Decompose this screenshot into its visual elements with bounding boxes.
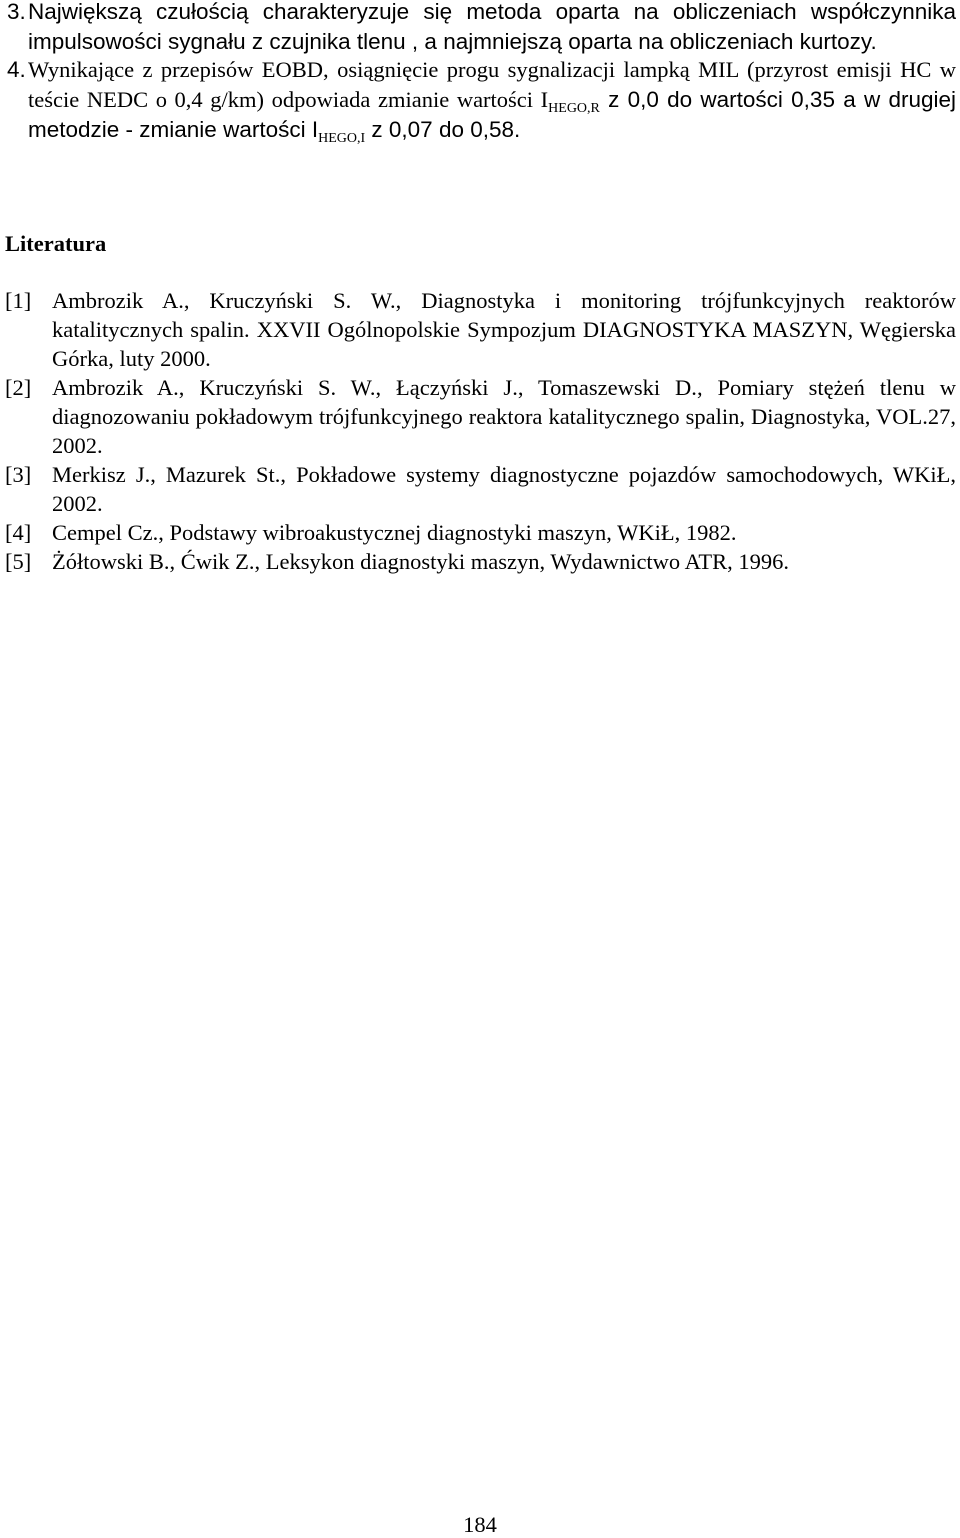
reference-authors: Żółtowski B., Ćwik Z.: [52, 549, 255, 574]
reference-details: , Leksykon diagnostyki maszyn, Wydawnictwo ATR, 1996.: [254, 549, 789, 574]
subscript-hego-i: HEGO,I: [318, 131, 366, 146]
reference-number: [2]: [5, 375, 32, 400]
item-number: 3.: [7, 0, 26, 24]
reference-number: [1]: [5, 288, 32, 313]
reference-1: [0, 286, 956, 373]
item-text: [28, 55, 956, 145]
reference-4: [0, 518, 956, 547]
reference-number: [3]: [5, 462, 32, 487]
reference-3: [0, 460, 956, 518]
item-text: Największą czułością charakteryzuje się metoda oparta na obliczeniach współczynnika impulsowości sygnału z czujnika tlenu , a najmniejszą oparta na obliczeniach kurtozy.: [28, 0, 956, 54]
subscript-hego-r: HEGO,R: [548, 101, 600, 116]
literature-heading: Literatura: [5, 231, 107, 256]
reference-authors: Cempel Cz.: [52, 520, 159, 545]
item-number: 4.: [7, 57, 26, 82]
item-text-part-b: z 0,0 do wartości 0,35 a w drugiej metodzie - zmianie wartości I: [28, 87, 956, 142]
item-text-part-c: z 0,07 do 0,58.: [365, 117, 521, 142]
reference-2: [0, 373, 956, 460]
reference-details: , Pokładowe systemy diagnostyczne pojazdów samochodowych, WKiŁ, 2002.: [52, 462, 956, 516]
reference-authors: Ambrozik A., Kruczyński S. W.: [52, 288, 396, 313]
conclusion-item-4: [0, 55, 956, 145]
reference-details: , Diagnostyka i monitoring trójfunkcyjnych reaktorów katalitycznych spalin. XXVII Ogólnopolskie Sympozjum DIAGNOSTYKA MASZYN, Węgierska Górka, luty 2000.: [52, 288, 956, 371]
item-text-part-a: Wynikające z przepisów EOBD, osiągnięcie progu sygnalizacji lampką MIL (przyrost emisji HC w teście NEDC o 0,4 g/km) odpowiada zmianie wartości I: [28, 57, 956, 112]
reference-5: [0, 547, 956, 576]
reference-details: , Pomiary stężeń tlenu w diagnozowaniu pokładowym trójfunkcyjnego reaktora katalitycznego spalin, Diagnostyka, VOL.27, 2002.: [52, 375, 957, 458]
reference-number: [5]: [5, 549, 32, 574]
reference-authors: Ambrozik A., Kruczyński S. W., Łączyński J., Tomaszewski D.: [52, 375, 697, 400]
page-number: 184: [463, 1512, 497, 1537]
reference-authors: Merkisz J., Mazurek St.: [52, 462, 281, 487]
reference-number: [4]: [5, 520, 32, 545]
conclusion-item-3: [0, 0, 956, 57]
reference-details: , Podstawy wibroakustycznej diagnostyki maszyn, WKiŁ, 1982.: [158, 520, 737, 545]
